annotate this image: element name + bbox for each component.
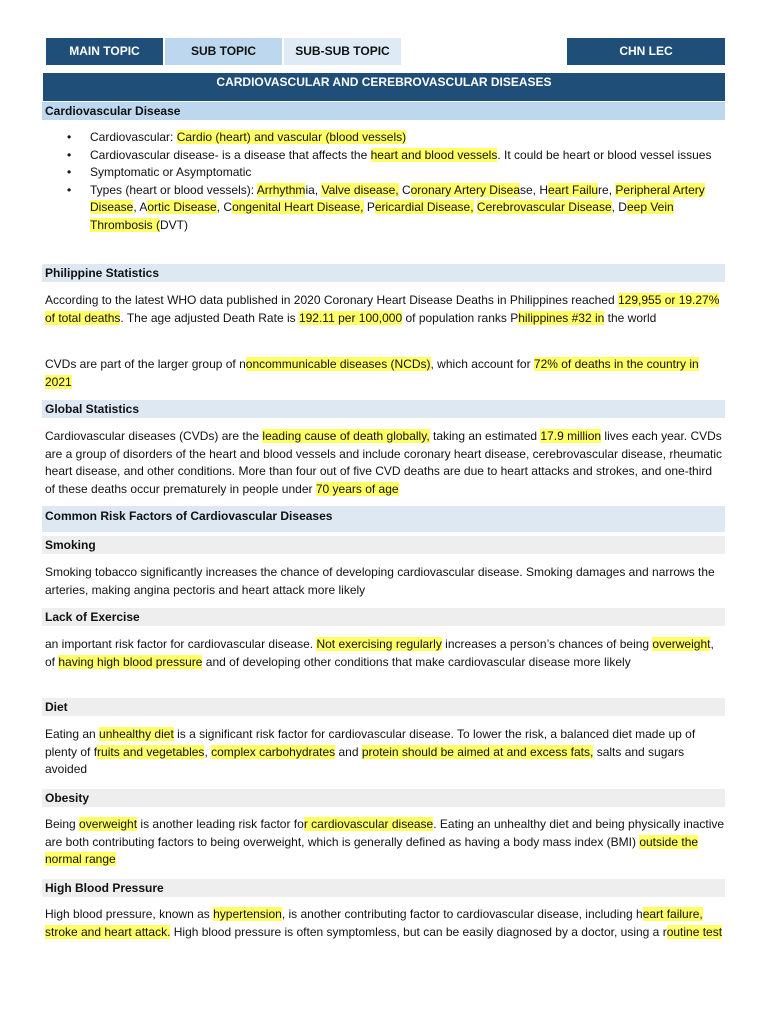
subheading-smoking: Smoking: [42, 536, 725, 554]
section-heading-cardiovascular-disease: Cardiovascular Disease: [42, 102, 725, 120]
bullet-item: • Cardiovascular: Cardio (heart) and vascular (blood vessels): [45, 129, 725, 147]
highlighted-text: heart and blood vessels: [370, 147, 498, 162]
highlighted-text: protein should be aimed at and excess fats,: [361, 744, 594, 759]
main-topic-tab: MAIN TOPIC: [46, 38, 163, 65]
paragraph-exercise: an important risk factor for cardiovascular disease. Not exercising regularly increases a person’s chances of being overweight, of having high blood pressure and of developing other conditions that make cardiovascular disease more likely: [45, 637, 714, 669]
highlighted-text: 192.11 per 100,000: [298, 310, 403, 325]
highlighted-text: 17.9 million: [540, 429, 602, 443]
highlighted-text: unhealthy diet: [99, 727, 174, 741]
paragraph-philippine-deaths: According to the latest WHO data published in 2020 Coronary Heart Disease Deaths in Philippines reached 129,955 or 19.27% of total deaths. The age adjusted Death Rate is 192.11 per 100,000 of population ranks Philippines #32 in the world: [45, 293, 720, 325]
highlighted-text: eart failure, stroke and heart attack.: [45, 907, 703, 939]
paragraph-smoking: Smoking tobacco significantly increases the chance of developing cardiovascular disease. Smoking damages and narrows the arteries, making angina pectoris and heart attack more likely: [45, 565, 715, 597]
topic-legend-bar: [46, 38, 725, 65]
highlighted-text: outine test: [666, 924, 723, 939]
highlighted-text: hypertension: [213, 907, 282, 921]
subheading-diet: Diet: [42, 698, 725, 716]
highlighted-text: oronary Artery Disea: [410, 182, 520, 197]
highlighted-text: ortic Disease: [147, 200, 217, 214]
highlighted-text: hilippines #32 in: [518, 310, 605, 325]
highlighted-text: Not exercising regularly: [316, 637, 442, 651]
highlighted-text: having high blood pressure: [58, 654, 203, 669]
highlighted-text: 70 years of age: [315, 481, 399, 496]
highlighted-text: Peripheral Ar: [615, 182, 685, 197]
highlighted-text: 129,955 or 19.27% of total deaths: [45, 293, 720, 325]
bullet-item: • Types (heart or blood vessels): Arrhythmia, Valve disease, Coronary Artery Disease, Heart Failure, Peripheral Artery Disease, Aortic Disease, Congenital Heart Disease, Pericardial Disease, Cerebrovascular Disease, Deep Vein Thrombosis (DVT): [45, 182, 725, 235]
sub-sub-topic-tab: SUB-SUB TOPIC: [284, 38, 401, 65]
chn-lec-tab: CHN LEC: [567, 38, 725, 65]
paragraph-obesity: Being overweight is another leading risk factor for cardiovascular disease. Eating an unhealthy diet and being physically inactive are both contributing factors to being overweight, which is generally defined as having a body mass index (BMI) outside the normal range: [45, 817, 725, 866]
subheading-lack-of-exercise: Lack of Exercise: [42, 608, 725, 626]
bullet-item: • Symptomatic or Asymptomatic: [45, 164, 725, 182]
highlighted-text: ruits and vegetables: [97, 744, 205, 759]
highlighted-text: Cardio (heart) and vascular (blood vessels): [176, 130, 407, 144]
highlighted-text: eep Vein Thrombosis (: [90, 200, 674, 232]
highlighted-text: eart Failu: [548, 182, 599, 197]
highlighted-text: ericardial Disease,: [374, 200, 474, 214]
highlighted-text: r cardiovascular disease: [303, 817, 434, 831]
highlighted-text: Arrhythm: [256, 182, 306, 197]
highlighted-text: 72% of deaths in the country in 2021: [45, 357, 699, 389]
highlighted-text: leading cause of death globally,: [262, 429, 430, 443]
paragraph-ncds: CVDs are part of the larger group of noncommunicable diseases (NCDs), which account for 72% of deaths in the country in 2021: [45, 357, 699, 389]
highlighted-text: overweight: [79, 817, 138, 831]
highlighted-text: oncommunicable diseases (NCDs): [245, 357, 431, 371]
highlighted-text: overweight: [652, 637, 711, 651]
highlighted-text: complex carbohydrates: [211, 744, 336, 759]
highlighted-text: Cerebrovascular Disease: [476, 200, 612, 214]
sub-topic-tab: SUB TOPIC: [165, 38, 282, 65]
paragraph-diet: Eating an unhealthy diet is a significant risk factor for cardiovascular disease. To lower the risk, a balanced diet made up of plenty of fruits and vegetables, complex carbohydrates and protein should be aimed at and excess fats, salts and sugars avoided: [45, 727, 696, 776]
section-heading-philippine-statistics: Philippine Statistics: [42, 264, 725, 282]
paragraph-high-blood-pressure: High blood pressure, known as hypertension, is another contributing factor to cardiovascular disease, including heart failure, stroke and heart attack. High blood pressure is often symptomless, but can be easily diagnosed by a doctor, using a routine test: [45, 907, 723, 939]
paragraph-global: Cardiovascular diseases (CVDs) are the leading cause of death globally, taking an estimated 17.9 million lives each year. CVDs are a group of disorders of the heart and blood vessels and include coronary heart disease, cerebrovascular disease, rheumatic heart disease, and other conditions. More than four out of five CVD deaths are due to heart attacks and strokes, and one-third of these deaths occur prematurely in people under 70 years of age: [45, 429, 723, 496]
highlighted-text: outside the normal range: [45, 834, 699, 866]
section-heading-risk-factors: Common Risk Factors of Cardiovascular Diseases: [42, 506, 725, 532]
subheading-high-blood-pressure: High Blood Pressure: [42, 879, 725, 897]
cvd-bullet-list: [45, 129, 725, 234]
highlighted-text: tery Disease: [90, 182, 705, 214]
section-heading-global-statistics: Global Statistics: [42, 400, 725, 418]
highlighted-text: Valve disease,: [321, 182, 399, 197]
document-title: CARDIOVASCULAR AND CEREBROVASCULAR DISEASES: [43, 73, 725, 101]
subheading-obesity: Obesity: [42, 789, 725, 807]
highlighted-text: ongenital Heart Disease,: [232, 200, 364, 214]
bullet-item: • Cardiovascular disease- is a disease that affects the heart and blood vessels. It could be heart or blood vessel issues: [45, 147, 725, 165]
